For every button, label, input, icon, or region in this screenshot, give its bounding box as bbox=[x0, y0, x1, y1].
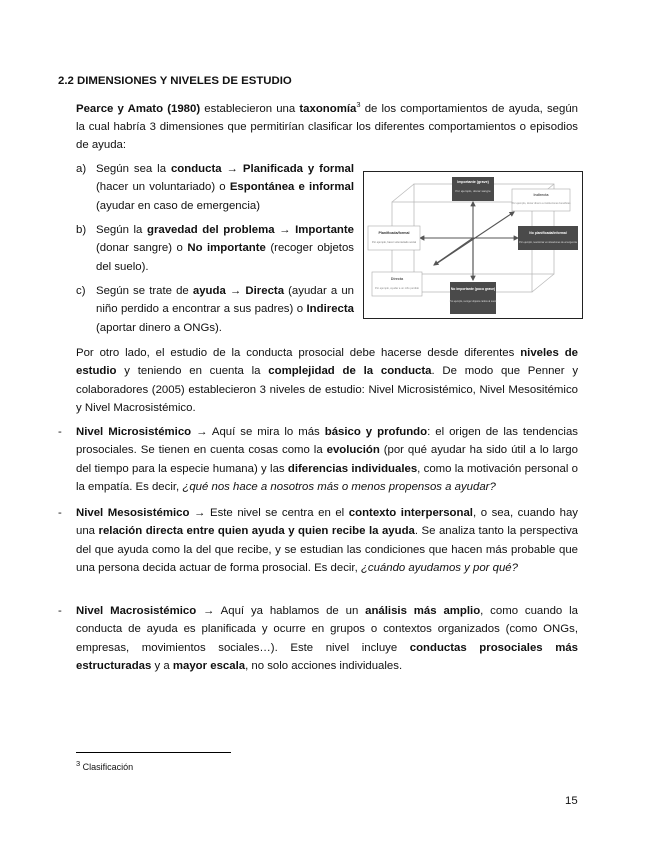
level-text: , como cuando la conducta de ayuda es planificada y ocurre en grupos o contextos organizados (como ONGs, empresas, movimientos sociales…). Este nivel incluye bbox=[76, 605, 578, 654]
node-no-importante bbox=[449, 282, 497, 314]
dim-bold: gravedad del problema → Importante bbox=[147, 224, 354, 236]
level-text: : el origen de las tendencias prosociales. Se tienen en cuenta cosas como la bbox=[76, 426, 578, 457]
node-title: Indirecta bbox=[533, 193, 549, 197]
level-text: → Aquí se mira lo más bbox=[191, 426, 325, 438]
level-bold: mayor escala bbox=[172, 659, 246, 672]
levels-intro-paragraph bbox=[76, 344, 578, 417]
cube-axes bbox=[420, 202, 518, 280]
level-text: → Aquí ya hablamos de un bbox=[196, 605, 366, 617]
footnote bbox=[76, 759, 133, 772]
node-importante bbox=[452, 177, 494, 201]
node-directa bbox=[372, 272, 422, 296]
section-heading: 2.2 DIMENSIONES Y NIVELES DE ESTUDIO bbox=[58, 75, 292, 87]
dim-text: Según la bbox=[96, 224, 147, 236]
para-bold: niveles de estudio bbox=[76, 347, 578, 378]
dim-bold: Espontánea e informal bbox=[229, 181, 354, 194]
level-item-micro bbox=[58, 423, 578, 496]
dim-bold: Indirecta bbox=[306, 303, 354, 316]
node-title: Planificada/formal bbox=[378, 231, 410, 235]
node-desc: Por ejemplo, reaccionar en situaciones de emergencia bbox=[519, 241, 577, 244]
intro-paragraph bbox=[76, 96, 578, 155]
dim-text: (ayudar a un niño perdido a encontrar a sus padres) o bbox=[96, 285, 354, 316]
dim-text: (hacer un voluntariado) o bbox=[96, 181, 230, 194]
level-name: Nivel Macrosistémico bbox=[76, 605, 197, 617]
list-label: b) bbox=[76, 224, 87, 236]
dim-bold: ayuda → Directa bbox=[192, 285, 285, 297]
dimension-item-c bbox=[76, 282, 354, 337]
para-text: y teniendo en cuenta la bbox=[116, 365, 269, 378]
footnote-ref[interactable]: 3 bbox=[356, 100, 361, 109]
node-desc: Por ejemplo, recoger objetos caídos al suelo bbox=[449, 300, 497, 303]
level-text: , como la motivación personal o la empatía. Es decir, bbox=[76, 462, 579, 493]
dim-bold: conducta → Planificada y formal bbox=[170, 163, 354, 175]
node-title: Importante (grave) bbox=[457, 180, 489, 184]
level-bold: básico y profundo bbox=[324, 426, 428, 438]
dimension-item-a bbox=[76, 160, 354, 215]
taxonomy-diagram bbox=[363, 171, 583, 319]
footnote-mark: 3 bbox=[76, 759, 81, 768]
dimension-item-b bbox=[76, 221, 354, 276]
level-name: Nivel Mesosistémico bbox=[76, 507, 190, 519]
level-bold: relación directa entre quien ayuda y quien recibe la ayuda bbox=[98, 525, 415, 538]
node-title: No planificada/informal bbox=[529, 231, 567, 235]
node-desc: Por ejemplo, donar sangre bbox=[455, 189, 491, 193]
node-no-planificada bbox=[518, 226, 578, 250]
level-text: y a bbox=[151, 659, 173, 672]
bullet-dash: - bbox=[58, 605, 62, 617]
intro-authors: Pearce y Amato (1980) bbox=[76, 102, 201, 115]
list-label: c) bbox=[76, 285, 86, 297]
para-bold: complejidad de la conducta bbox=[268, 365, 432, 378]
level-item-macro bbox=[58, 602, 578, 675]
taxonomy-diagram-svg bbox=[364, 172, 582, 318]
level-text: → Este nivel se centra en el bbox=[189, 507, 349, 519]
level-question: ¿qué nos hace a nosotros más o menos propensos a ayudar? bbox=[182, 480, 496, 493]
node-indirecta bbox=[512, 189, 572, 211]
node-desc: Por ejemplo, ayudar a un niño perdido bbox=[375, 287, 419, 290]
level-item-meso bbox=[58, 504, 578, 577]
bullet-dash: - bbox=[58, 426, 62, 438]
bullet-dash: - bbox=[58, 507, 62, 519]
footnote-separator bbox=[76, 752, 231, 753]
dim-text: (ayudar en caso de emergencia) bbox=[96, 199, 260, 212]
para-text: . De modo que Penner y colaboradores (2005) establecieron 3 niveles de estudio: Nivel Microsistémico, Nivel Mesositémico y Nivel Macrosistémico. bbox=[76, 365, 579, 414]
level-bold: conductas prosociales más estructuradas bbox=[76, 641, 578, 672]
node-title: No importante (poco grave) bbox=[450, 287, 496, 291]
level-name: Nivel Microsistémico bbox=[76, 426, 192, 438]
level-bold: análisis más amplio bbox=[365, 605, 481, 617]
node-desc: Por ejemplo, donar dinero a instituciones benéficas bbox=[511, 202, 571, 205]
intro-text-2: de los comportamientos de ayuda, según la cual habría 3 dimensiones que permitirían clasificar los diferentes comportamientos o episodios de ayuda: bbox=[76, 102, 578, 152]
level-text: (por qué ayudar ha sido útil a lo largo del tiempo para la especie humana) y las bbox=[76, 444, 578, 475]
level-bold: evolución bbox=[326, 444, 380, 457]
node-planificada bbox=[368, 226, 420, 250]
intro-term: taxonomía bbox=[299, 102, 357, 115]
level-bold: contexto interpersonal bbox=[348, 507, 473, 519]
list-label: a) bbox=[76, 163, 87, 175]
dim-text: Según se trate de bbox=[96, 285, 193, 297]
dim-text: (donar sangre) o bbox=[96, 242, 188, 255]
dim-text: (aportar dinero a ONGs). bbox=[96, 321, 222, 334]
node-title: Directa bbox=[390, 277, 404, 281]
footnote-text: Clasificación bbox=[80, 762, 134, 772]
intro-text: establecieron una bbox=[200, 102, 300, 115]
level-question: ¿cuándo ayudamos y por qué? bbox=[360, 561, 518, 574]
dim-text: (recoger objetos del suelo). bbox=[96, 242, 354, 273]
level-text: , o sea, cuando hay una bbox=[76, 507, 578, 538]
level-text: . Se analiza tanto la perspectiva del que ayuda como la del que recibe, y se estudian las condiciones que hacen más probable que una persona decida actuar de forma prosocial. Es decir, bbox=[76, 525, 579, 574]
dim-bold: No importante bbox=[187, 242, 266, 255]
page-number: 15 bbox=[565, 795, 578, 807]
level-bold: diferencias individuales bbox=[287, 462, 418, 475]
dim-text: Según sea la bbox=[96, 163, 171, 175]
level-text: , no solo acciones individuales. bbox=[245, 659, 403, 672]
node-desc: Por ejemplo, hacer voluntariado social bbox=[372, 241, 416, 244]
para-text: Por otro lado, el estudio de la conducta prosocial debe hacerse desde diferentes bbox=[76, 347, 521, 359]
